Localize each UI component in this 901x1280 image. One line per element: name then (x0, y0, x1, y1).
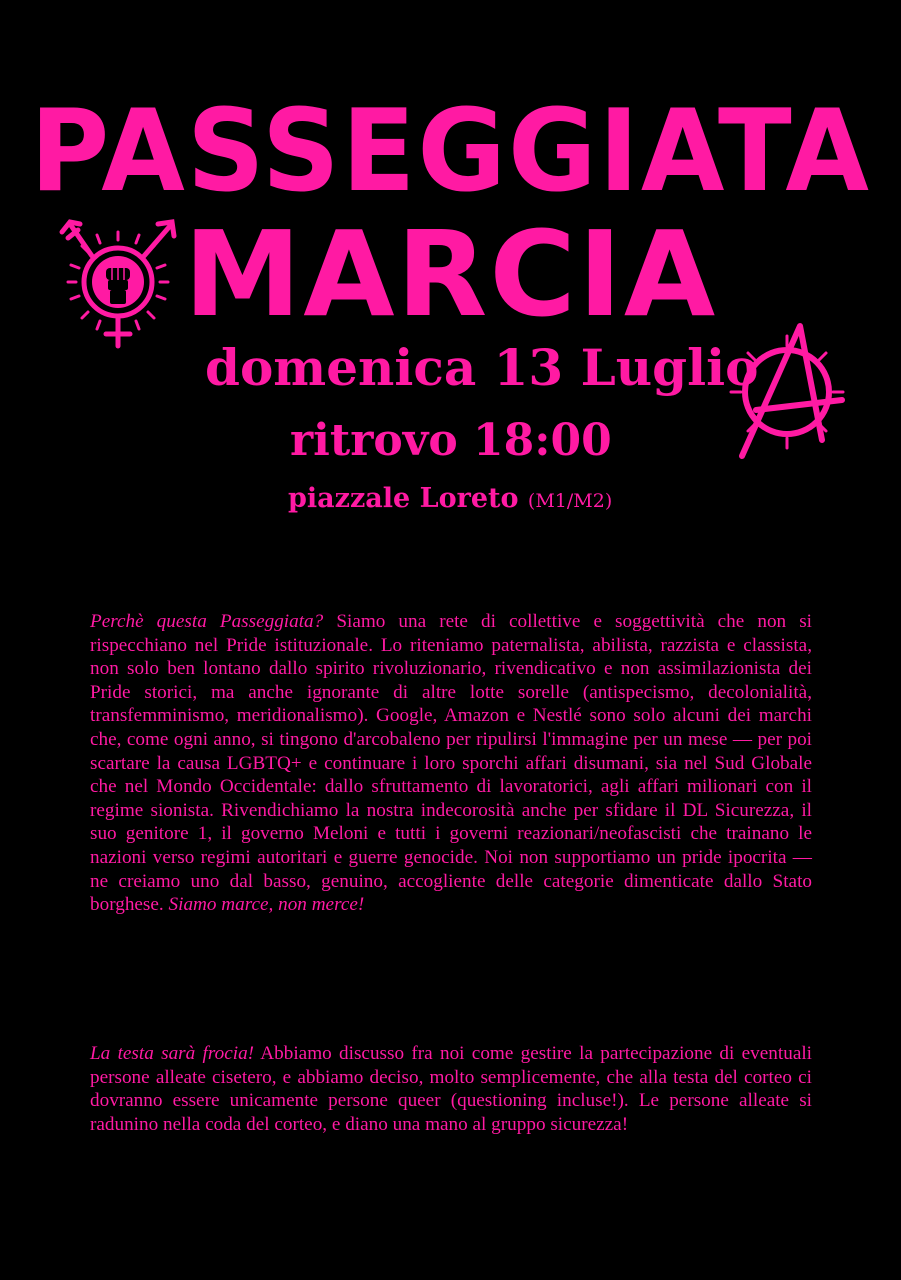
transgender-fist-icon (50, 210, 190, 350)
meeting-place (288, 483, 612, 514)
event-date: domenica 13 Luglio (205, 338, 759, 397)
paragraph-lead: La testa sarà frocia! (90, 1043, 255, 1064)
paragraph-head-of-march (90, 1042, 812, 1136)
title-line-1: PASSEGGIATA (30, 85, 871, 218)
place-name: piazzale Loreto (288, 483, 519, 514)
meeting-time: ritrovo 18:00 (290, 415, 612, 466)
paragraph-lead: Perchè questa Passeggiata? (90, 611, 324, 632)
title-line-2: MARCIA (183, 205, 718, 343)
metro-lines: (M1/M2) (527, 490, 613, 512)
slogan: Siamo marce, non merce! (168, 894, 365, 916)
paragraph-why (90, 610, 812, 917)
paragraph-body: Abbiamo discusso fra noi come gestire la partecipazione di eventuali persone alleate cisetero, e abbiamo deciso, molto semplicemente, che alla testa del corteo ci dovranno essere unicamente persone queer (questioning incluse!). Le persone alleate si radunino nella coda del corteo, e diano una mano al gruppo sicurezza! (90, 1043, 812, 1135)
paragraph-body: Siamo una rete di collettive e soggettività che non si rispecchiano nel Pride istituzionale. Lo riteniamo paternalista, abilista, razzista e classista, non solo ben lontano dallo spirito rivoluzionario, rivendicativo e non assimilazionista dei Pride storici, ma anche ignorante di altre lotte sorelle (antispecismo, decolonialità, transfemminismo, meridionalismo). Google, Amazon e Nestlé sono solo alcuni dei marchi che, come ogni anno, si tingono d'arcobaleno per ripulirsi l'immagine per un mese — per poi scartare la causa LGBTQ+ e continuare i loro sporchi affari disumani, sia nel Sud Globale che nel Mondo Occidentale: dallo sfruttamento di lavoratorici, agli affari milionari con il regime sionista. Rivendichiamo la nostra indecorosità anche per sfidare il DL Sicurezza, il suo genitore 1, il governo Meloni e tutti i governi reazionari/neofascisti che trainano le nazioni verso regimi autoritari e guerre genocide. Noi non supportiamo un pride ipocrita — ne creiamo uno dal basso, genuino, accogliente delle categorie dimenticate dallo Stato borghese. (90, 611, 813, 916)
